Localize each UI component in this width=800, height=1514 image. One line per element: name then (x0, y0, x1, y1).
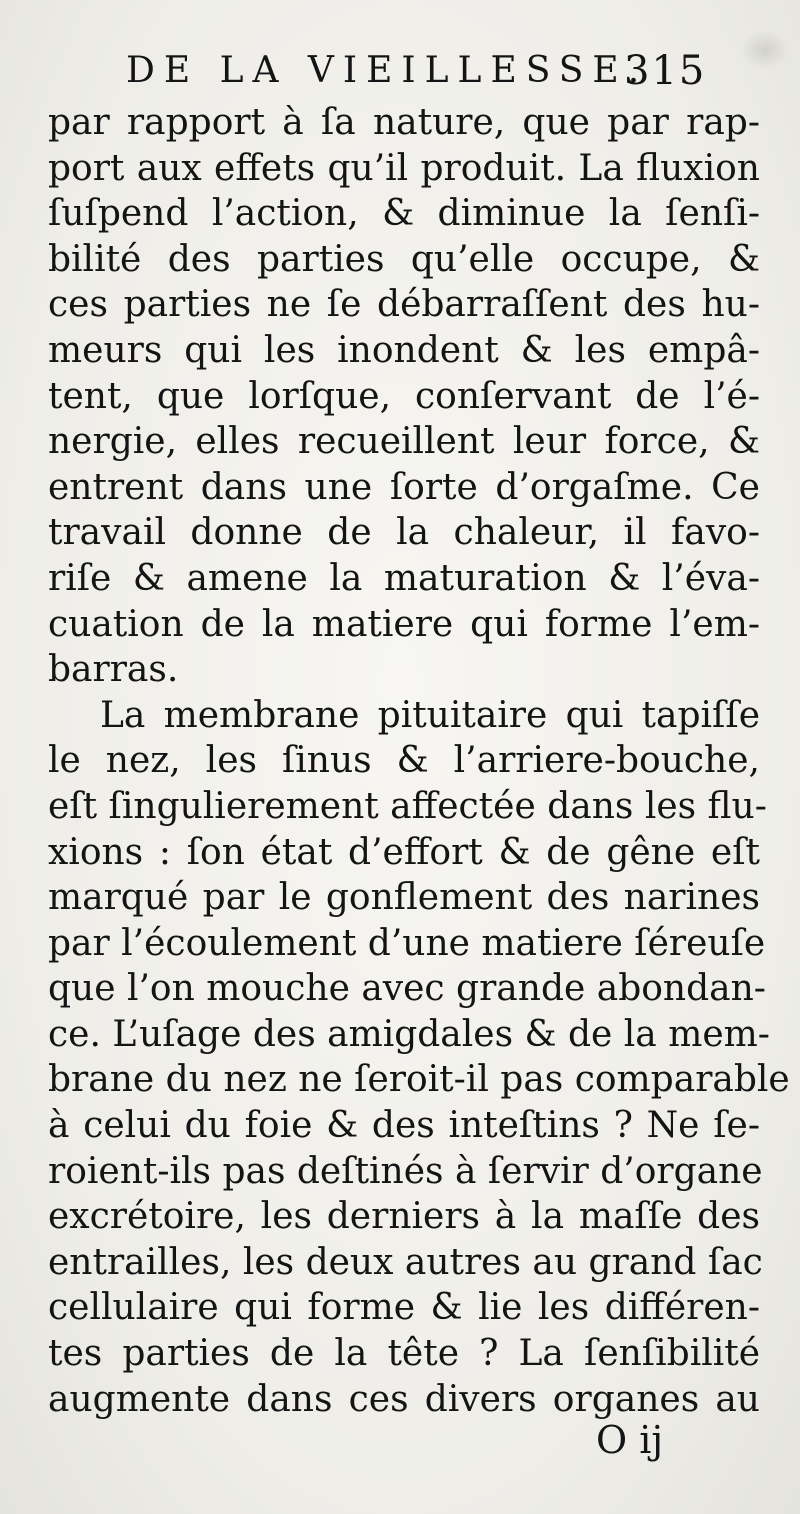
text-line: roient-ils pas deſtinés à ſervir d’organe (48, 1150, 763, 1192)
text-line: entrailles, les deux autres au grand ſac (48, 1241, 763, 1283)
text-line: riſe & amene la maturation & l’éva- (48, 557, 760, 599)
paragraph-end-line: barras. (48, 649, 179, 691)
text-line: ces parties ne ſe débarraſſent des hu- (48, 284, 760, 326)
text-line: excrétoire, les derniers à la maſſe des (48, 1196, 760, 1238)
text-line: marqué par le gonflement des narines (48, 877, 760, 919)
text-line: augmente dans ces divers organes au (48, 1378, 760, 1420)
text-line: par l’écoulement d’une matiere ſéreuſe (48, 922, 766, 964)
text-line: ce. L’uſage des amigdales & de la mem- (48, 1013, 770, 1055)
page-number: 315 (624, 48, 707, 94)
text-line: cellulaire qui forme & lie les différen- (48, 1287, 760, 1329)
text-line: travail donne de la chaleur, il favo- (48, 512, 760, 554)
text-line: eſt ſingulierement affectée dans les flu- (48, 785, 767, 827)
text-line: cuation de la matiere qui forme l’em- (48, 603, 760, 645)
page-header (126, 50, 766, 100)
text-line: brane du nez ne ſeroit-il pas comparable (48, 1059, 790, 1101)
text-line: meurs qui les inondent & les empâ- (48, 329, 760, 371)
text-line: ſuſpend l’action, & diminue la ſenſi- (48, 193, 760, 235)
paragraph-start-line: La membrane pituitaire qui tapiſſe (100, 694, 760, 736)
text-line: que l’on mouche avec grande abondan- (48, 968, 766, 1010)
text-line: nergie, elles recueillent leur force, & (48, 421, 760, 463)
text-line: entrent dans une ſorte d’orgaſme. Ce (48, 466, 760, 508)
signature-mark: O ij (596, 1418, 664, 1462)
text-line: tent, que lorſque, conſervant de l’é- (48, 375, 760, 417)
text-line: à celui du foie & des inteſtins ? Ne ſe- (48, 1105, 760, 1147)
text-line: port aux effets qu’il produit. La fluxion (48, 147, 760, 189)
text-line: le nez, les ſinus & l’arriere-bouche, (48, 740, 760, 782)
text-line: xions : ſon état d’effort & de gêne eſt (48, 831, 760, 873)
text-line: tes parties de la tête ? La ſenſibilité (48, 1333, 760, 1375)
text-line: bilité des parties qu’elle occupe, & (48, 238, 760, 280)
body-text (48, 100, 790, 1422)
text-line: par rapport à ſa nature, que par rap- (48, 102, 760, 143)
running-title: DE LA VIEILLESSE. (126, 50, 649, 91)
